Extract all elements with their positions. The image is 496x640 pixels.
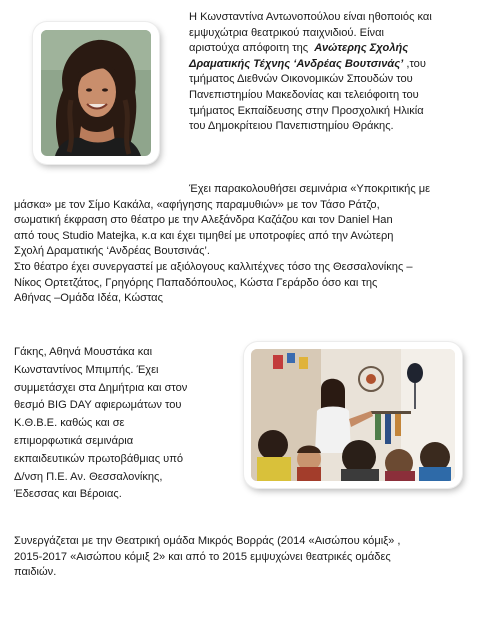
text-line: Έδεσσας και Βέροιας. xyxy=(14,488,122,501)
portrait-photo xyxy=(41,30,151,156)
text-line xyxy=(189,57,432,73)
text-line: Έχει παρακολουθήσει σεμινάρια «Υποκριτικής με xyxy=(189,183,431,195)
text-line: Κωνσταντίνος Μπιμπής. Έχει xyxy=(14,363,159,376)
text-line: τμήματος Εκπαίδευσης στην Προσχολική Ηλικία xyxy=(189,104,424,117)
text-line: Νίκος Ορτετζάτος, Γρηγόρης Παπαδόπουλος, Κώστα Γεράρδο όσο και της xyxy=(14,276,378,289)
workshop-photo-frame xyxy=(244,342,462,488)
text-line: Πανεπιστημίου Μακεδονίας και τελειόφοιτη του xyxy=(189,88,419,101)
bio-paragraph-seminars xyxy=(14,182,430,260)
text-line: θεσμό BIG DAY αφιερωμάτων του xyxy=(14,399,182,412)
school-name-emphasis: Δραματικής Τέχνης ‘Ανδρέας Βουτσινάς’ xyxy=(189,57,404,70)
text-line: Στο θέατρο έχει συνεργαστεί με αξιόλογους καλλιτέχνες τόσο της Θεσσαλονίκης – xyxy=(14,261,413,273)
bio-paragraph-collaborations xyxy=(14,260,413,307)
text-line: επιμορφωτικά σεμινάρια xyxy=(14,434,134,447)
workshop-photo xyxy=(251,349,455,481)
text-line: σωματική έκφραση στο θέατρο με την Αλεξάνδρα Καζάζου και τον Daniel Han xyxy=(14,214,393,227)
text-line: Σχολή Δραματικής ‘Ανδρέας Βουτσινάς’. xyxy=(14,245,210,258)
text-fragment: ,του xyxy=(406,57,426,70)
text-fragment: αριστούχα απόφοιτη της xyxy=(189,42,309,55)
bio-paragraph-intro xyxy=(189,10,432,135)
text-line: 2015-2017 «Αισώπου κόμιξ 2» και από το 2015 εμψυχώνει θεατρικές ομάδες xyxy=(14,550,391,563)
school-name-emphasis: Ανώτερης Σχολής xyxy=(314,42,409,55)
text-line xyxy=(189,41,432,57)
text-line: Συνεργάζεται με την Θεατρική ομάδα Μικρός Βορράς (2014 «Αισώπου κόμιξ» , xyxy=(14,535,401,547)
text-line: του Δημοκρίτειου Πανεπιστημίου Θράκης. xyxy=(189,120,394,133)
text-line: παιδιών. xyxy=(14,566,57,579)
text-line: εμψυχώτρια θεατρικού παιχνιδιού. Είναι xyxy=(189,26,384,39)
bio-paragraph-current-work xyxy=(14,534,401,581)
text-line: μάσκα» με τον Σίμο Κακάλα, «αφήγησης παραμυθιών» με τον Τάσο Ράτζο, xyxy=(14,198,380,211)
text-line: από τους Studio Matejka, κ.α και έχει τιμηθεί με υποτροφίες από την Ανώτερη xyxy=(14,229,394,242)
text-line: τμήματος Διεθνών Οικονομικών Σπουδών του xyxy=(189,73,413,86)
text-line: εκπαιδευτικών πρωτοβάθμιας υπό xyxy=(14,452,184,465)
text-line: Κ.Θ.Β.Ε. καθώς και σε xyxy=(14,417,125,430)
text-line: Γάκης, Αθηνά Μουστάκα και xyxy=(14,346,153,358)
text-line: Η Κωνσταντίνα Αντωνοπούλου είναι ηθοποιός και xyxy=(189,11,432,23)
text-line: συμμετάσχει στα Δημήτρια και στον xyxy=(14,381,188,394)
text-line: Δ/νση Π.Ε. Αν. Θεσσαλονίκης, xyxy=(14,470,163,483)
bio-paragraph-collaborations-wrap xyxy=(14,344,187,504)
portrait-photo-frame xyxy=(33,22,159,164)
text-line: Αθήνας –Ομάδα Ιδέα, Κώστας xyxy=(14,292,163,305)
